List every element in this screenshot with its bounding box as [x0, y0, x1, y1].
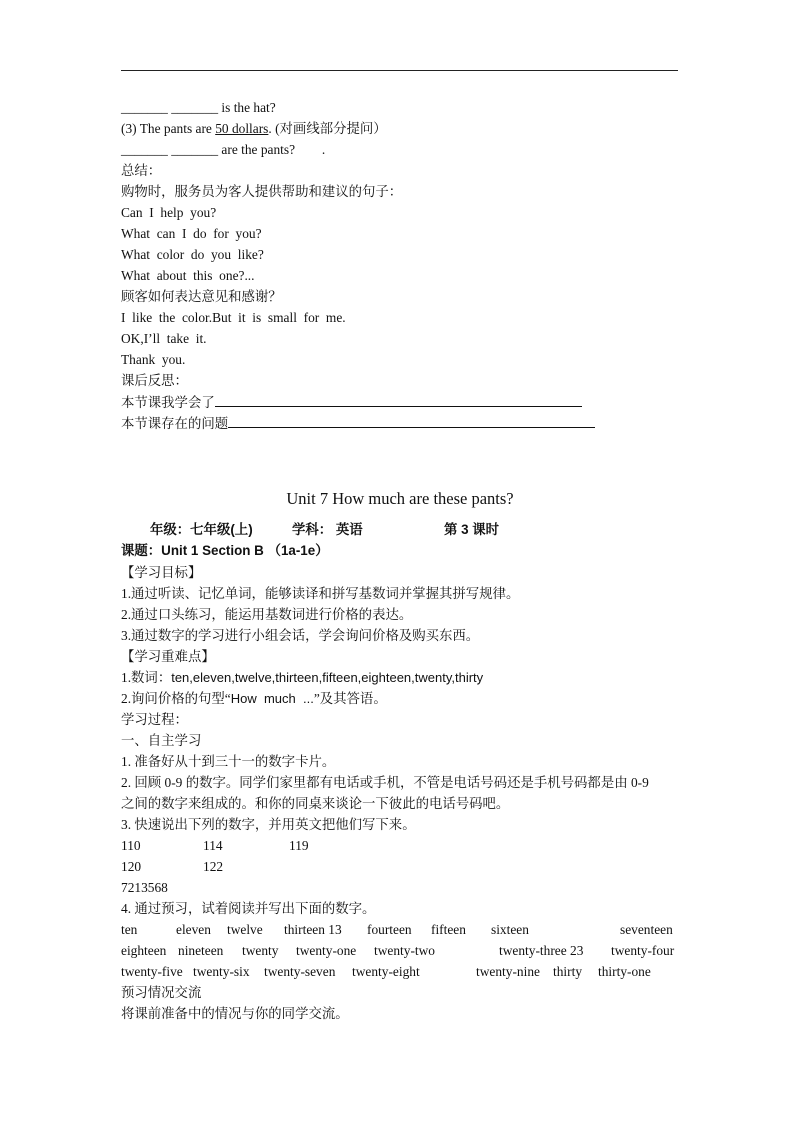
reflection-learned	[121, 394, 582, 411]
number-word: ten	[121, 922, 138, 937]
key-point-2-suffix: ”及其答语。	[313, 691, 387, 706]
step-3: 3. 快速说出下列的数字，并用英文把他们写下来。	[121, 817, 416, 832]
key-point-2-prefix: 2.询问价格的句型“	[121, 691, 231, 706]
preview-text: 将课前准备中的情况与你的同学交流。	[121, 1006, 349, 1021]
fill-in-blank[interactable]	[228, 415, 595, 428]
grade: 年级：七年级(上)	[150, 522, 253, 537]
step-4: 4. 通过预习，试着阅读并写出下面的数字。	[121, 901, 376, 916]
question-3-suffix: . (对画线部分提问）	[268, 121, 387, 136]
clerk-line: Can I help you?	[121, 205, 217, 220]
customer-line: OK,I’ll take it.	[121, 331, 207, 346]
customer-line: Thank you.	[121, 352, 186, 367]
number-word: eighteen	[121, 943, 167, 958]
step-2-line-2: 之间的数字来组成的。和你的同桌来谈论一下彼此的电话号码吧。	[121, 796, 510, 811]
question-3-underlined: 50 dollars	[215, 121, 269, 136]
number-word: twenty-five	[121, 964, 183, 979]
key-point-1-words: ten,eleven,twelve,thirteen,fifteen,eighteen,twenty,thirty	[171, 670, 484, 685]
clerk-line: What color do you like?	[121, 247, 264, 262]
step-1: 1. 准备好从十到三十一的数字卡片。	[121, 754, 336, 769]
key-point-1	[121, 670, 483, 686]
key-points-heading: 【学习重难点】	[121, 649, 215, 664]
clerk-heading: 购物时，服务员为客人提供帮助和建议的句子：	[121, 184, 403, 199]
step-2-line-1: 2. 回顾 0-9 的数字。同学们家里都有电话或手机，不管是电话号码还是手机号码都是由 0-9	[121, 775, 649, 790]
header-rule	[121, 70, 678, 71]
question-3-prefix: (3) The pants are	[121, 121, 216, 136]
number-word: twenty-one	[296, 943, 357, 958]
question-3-answer-line: _______ _______ are the pants? .	[121, 142, 326, 157]
fill-in-blank[interactable]	[215, 394, 582, 407]
self-study-heading: 一、自主学习	[121, 733, 202, 748]
preview-heading: 预习情况交流	[121, 985, 202, 1000]
number-word: sixteen	[491, 922, 529, 937]
process-heading: 学习过程：	[121, 712, 188, 727]
number-word: fourteen	[367, 922, 412, 937]
subject: 学科： 英语	[292, 522, 363, 537]
period: 第 3 课时	[444, 522, 500, 537]
question-3	[121, 121, 387, 137]
reflection-problems-label: 本节课存在的问题	[121, 416, 229, 431]
lesson-title: Unit 7 How much are these pants?	[286, 489, 514, 508]
number-word: twenty-two	[374, 943, 435, 958]
goal-item: 2.通过口头练习，能运用基数词进行价格的表达。	[121, 607, 413, 622]
number-item: 120	[121, 859, 142, 874]
number-item: 119	[289, 838, 309, 853]
goal-item: 3.通过数字的学习进行小组会话，学会询问价格及购买东西。	[121, 628, 480, 643]
number-word: thirty-one	[598, 964, 651, 979]
question-2-answer-line: _______ _______ is the hat?	[121, 100, 276, 115]
summary-heading: 总结：	[121, 163, 162, 178]
number-word: thirteen 13	[284, 922, 342, 937]
goals-heading: 【学习目标】	[121, 565, 202, 580]
key-point-2	[121, 691, 387, 707]
number-word: twenty-four	[611, 943, 675, 958]
number-word: nineteen	[178, 943, 224, 958]
number-word: twenty-three 23	[499, 943, 584, 958]
number-word: thirty	[553, 964, 583, 979]
number-word: twelve	[227, 922, 263, 937]
customer-line: I like the color.But it is small for me.	[121, 310, 346, 325]
clerk-line: What can I do for you?	[121, 226, 262, 241]
number-item: 110	[121, 838, 141, 853]
clerk-line: What about this one?...	[121, 268, 255, 283]
lesson-topic: 课题：Unit 1 Section B （1a-1e）	[121, 543, 329, 558]
number-word: twenty-seven	[264, 964, 336, 979]
reflection-learned-label: 本节课我学会了	[121, 395, 215, 410]
number-word: eleven	[176, 922, 211, 937]
reflection-problems	[121, 415, 595, 432]
number-item: 7213568	[121, 880, 168, 895]
number-word: seventeen	[620, 922, 673, 937]
number-word: twenty-eight	[352, 964, 420, 979]
number-item: 122	[203, 859, 224, 874]
number-word: twenty	[242, 943, 279, 958]
key-point-2-pattern: How much ...	[230, 691, 314, 706]
number-word: fifteen	[431, 922, 466, 937]
key-point-1-prefix: 1.数词：	[121, 670, 172, 685]
goal-item: 1.通过听读、记忆单词，能够读译和拼写基数词并掌握其拼写规律。	[121, 586, 520, 601]
number-word: twenty-nine	[476, 964, 540, 979]
number-item: 114	[203, 838, 223, 853]
number-word: twenty-six	[193, 964, 250, 979]
customer-heading: 顾客如何表达意见和感谢？	[121, 289, 282, 304]
reflection-heading: 课后反思：	[121, 373, 188, 388]
